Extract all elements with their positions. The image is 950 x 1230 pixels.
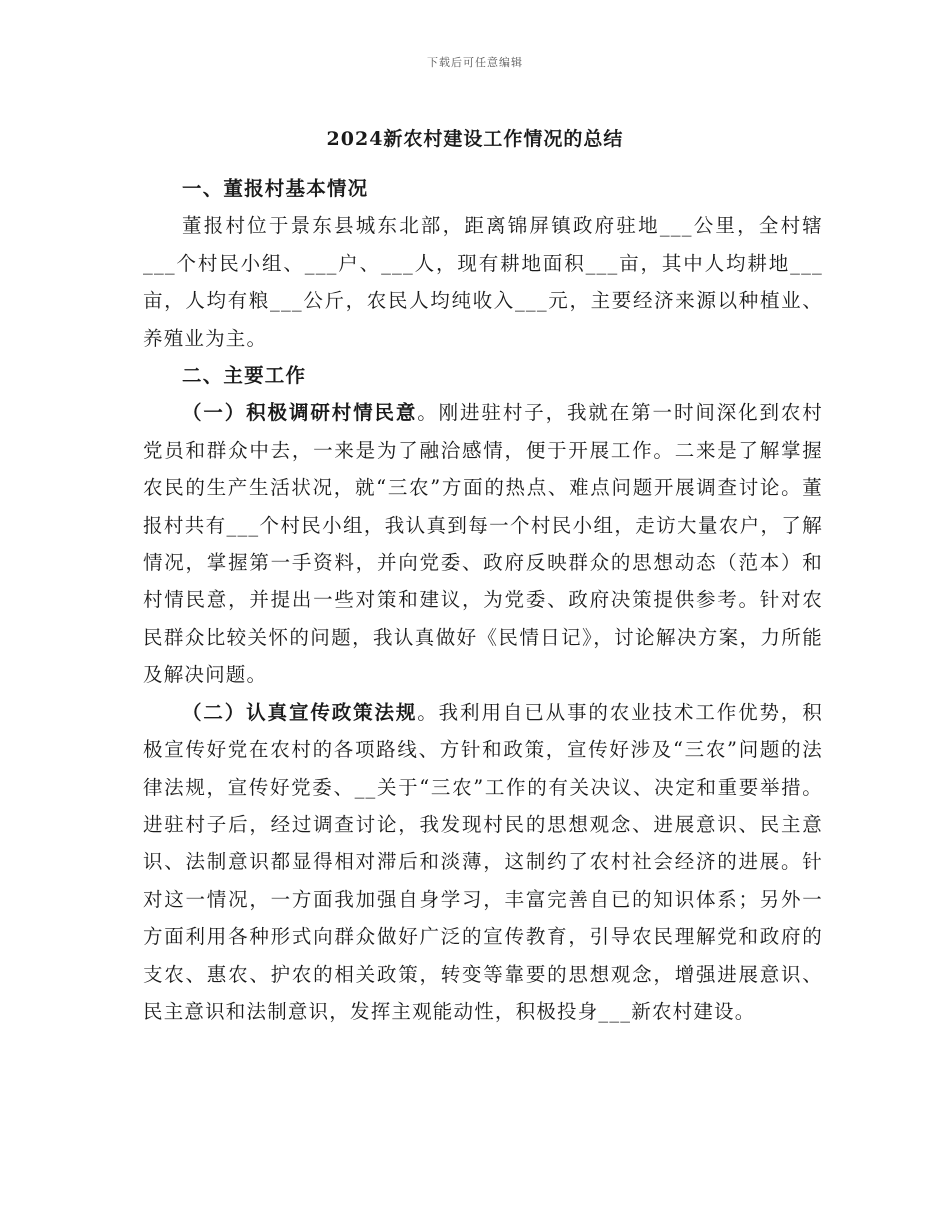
section-heading: 一、董报村基本情况 — [182, 177, 369, 200]
body-paragraph — [143, 694, 823, 1031]
document-body — [143, 170, 823, 1030]
paragraph-text: 。我利用自已从事的农业技术工作优势，积极宣传好党在农村的各项路线、方针和政策，宣传好涉及“三农”问题的法律法规，宣传好党委、__关于“三农”工作的有关决议、决定和重要举措。进驻村子后，经过调查讨论，我发现村民的思想观念、进展意识、民主意识、法制意识都显得相对滞后和淡薄，这制约了农村社会经济的进展。针对这一情况，一方面我加强自身学习，丰富完善自已的知识体系；另外一方面利用各种形式向群众做好广泛的宣传教育，引导农民理解党和政府的支农、惠农、护农的相关政策，转变等靠要的思想观念，增强进展意识、民主意识和法制意识，发挥主观能动性，积极投身___新农村建设。 — [143, 700, 823, 1023]
paragraph-lead: （一）积极调研村情民意 — [182, 401, 418, 425]
body-paragraph — [143, 394, 823, 693]
body-paragraph — [143, 207, 823, 357]
header-note: 下载后可任意编辑 — [427, 56, 523, 69]
paragraph-lead: （二）认真宣传政策法规 — [182, 700, 418, 724]
section-heading: 二、主要工作 — [182, 364, 307, 388]
document-title: 2024新农村建设工作情况的总结 — [326, 128, 624, 150]
paragraph-text: 董报村位于景东县城东北部，距离锦屏镇政府驻地___公里，全村辖___个村民小组、___户、___人，现有耕地面积___亩，其中人均耕地___亩，人均有粮___公斤，农民人均纯收入___元，主要经济来源以种植业、养殖业为主。 — [143, 214, 823, 350]
paragraph-text: 。刚进驻村子，我就在第一时间深化到农村党员和群众中去，一来是为了融洽感情，便于开展工作。二来是了解掌握农民的生产生活状况，就“三农”方面的热点、难点问题开展调查讨论。董报村共有___个村民小组，我认真到每一个村民小组，走访大量农户，了解情况，掌握第一手资料，并向党委、政府反映群众的思想动态（范本）和村情民意，并提出一些对策和建议，为党委、政府决策提供参考。针对农民群众比较关怀的问题，我认真做好《民情日记》，讨论解决方案，力所能及解决问题。 — [143, 401, 823, 687]
